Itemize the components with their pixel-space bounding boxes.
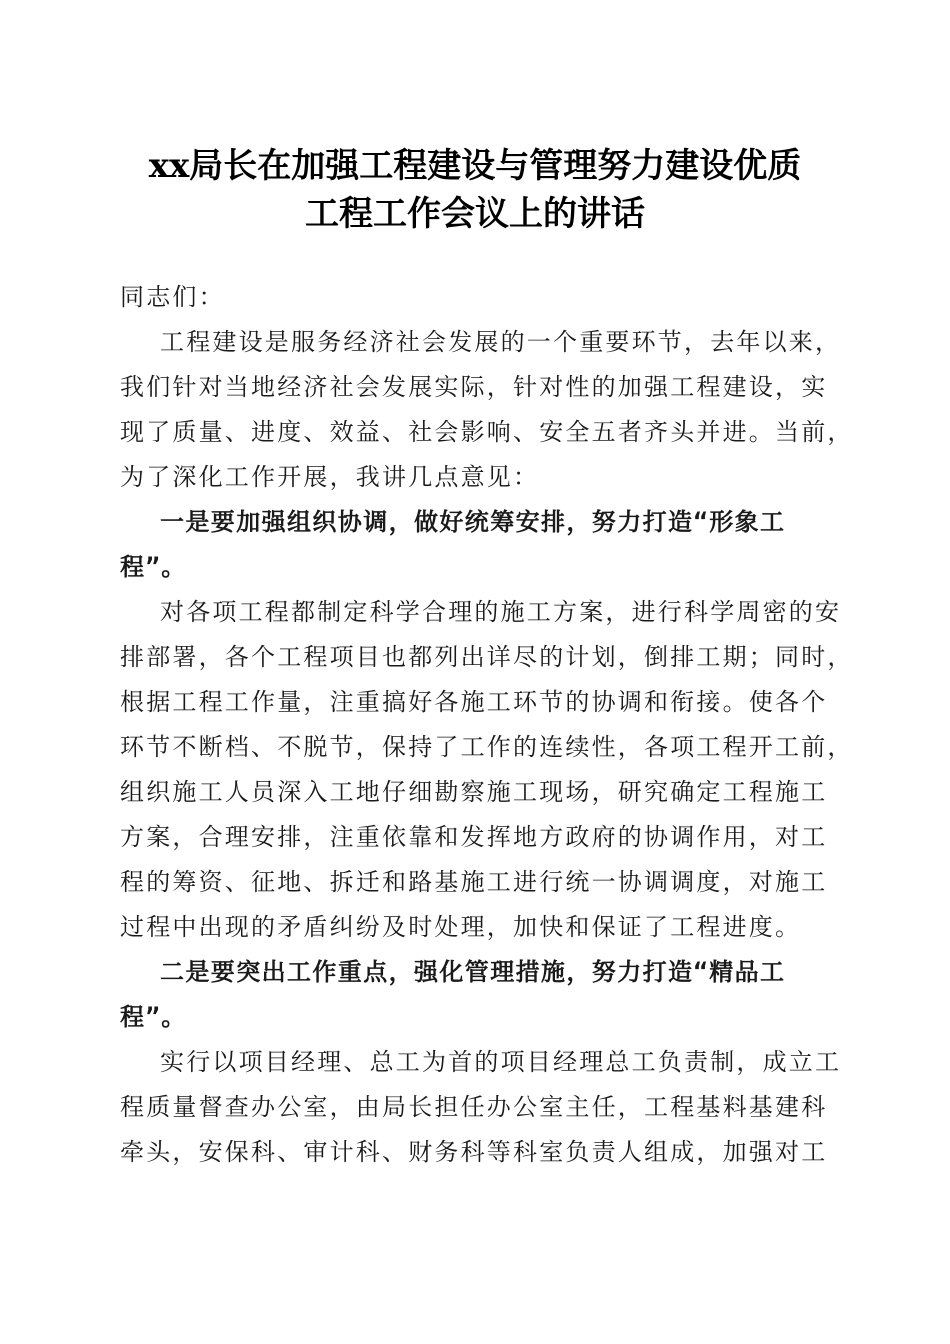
- section-heading-1-cont: 程”。: [120, 553, 187, 581]
- paragraph-line: 过程中出现的矛盾纠纷及时处理，加快和保证了工程进度。: [120, 913, 802, 941]
- paragraph-line: 工程建设是服务经济社会发展的一个重要环节，去年以来，: [160, 328, 842, 356]
- paragraph-line: 程的筹资、征地、拆迁和路基施工进行统一协调调度，对施工: [120, 868, 828, 896]
- section-heading-1: 一是要加强组织协调，做好统筹安排，努力打造“形象工: [160, 508, 786, 536]
- paragraph-line: 为了深化工作开展，我讲几点意见：: [120, 463, 540, 491]
- document-title-line-2: 工程工作会议上的讲话: [305, 194, 645, 234]
- section-heading-2-cont: 程”。: [120, 1003, 187, 1031]
- paragraph-line: 我们针对当地经济社会发展实际，针对性的加强工程建设，实: [120, 373, 828, 401]
- paragraph-line: 根据工程工作量，注重搞好各施工环节的协调和衔接。使各个: [120, 688, 828, 716]
- paragraph-line: 实行以项目经理、总工为首的项目经理总工负责制，成立工: [160, 1048, 842, 1076]
- paragraph-line: 牵头，安保科、审计科、财务科等科室负责人组成，加强对工: [120, 1138, 828, 1166]
- salutation: 同志们：: [120, 283, 225, 311]
- paragraph-line: 环节不断档、不脱节，保持了工作的连续性，各项工程开工前，: [120, 733, 854, 761]
- section-heading-2: 二是要突出工作重点，强化管理措施，努力打造“精品工: [160, 958, 786, 986]
- paragraph-line: 现了质量、进度、效益、社会影响、安全五者齐头并进。当前，: [120, 418, 854, 446]
- paragraph-line: 排部署，各个工程项目也都列出详尽的计划，倒排工期；同时，: [120, 643, 854, 671]
- paragraph-line: 对各项工程都制定科学合理的施工方案，进行科学周密的安: [160, 598, 842, 626]
- paragraph-line: 方案，合理安排，注重依靠和发挥地方政府的协调作用，对工: [120, 823, 828, 851]
- paragraph-line: 组织施工人员深入工地仔细勘察施工现场，研究确定工程施工: [120, 778, 828, 806]
- document-title-line-1: xx局长在加强工程建设与管理努力建设优质: [148, 146, 802, 186]
- paragraph-line: 程质量督查办公室，由局长担任办公室主任，工程基料基建科: [120, 1093, 828, 1121]
